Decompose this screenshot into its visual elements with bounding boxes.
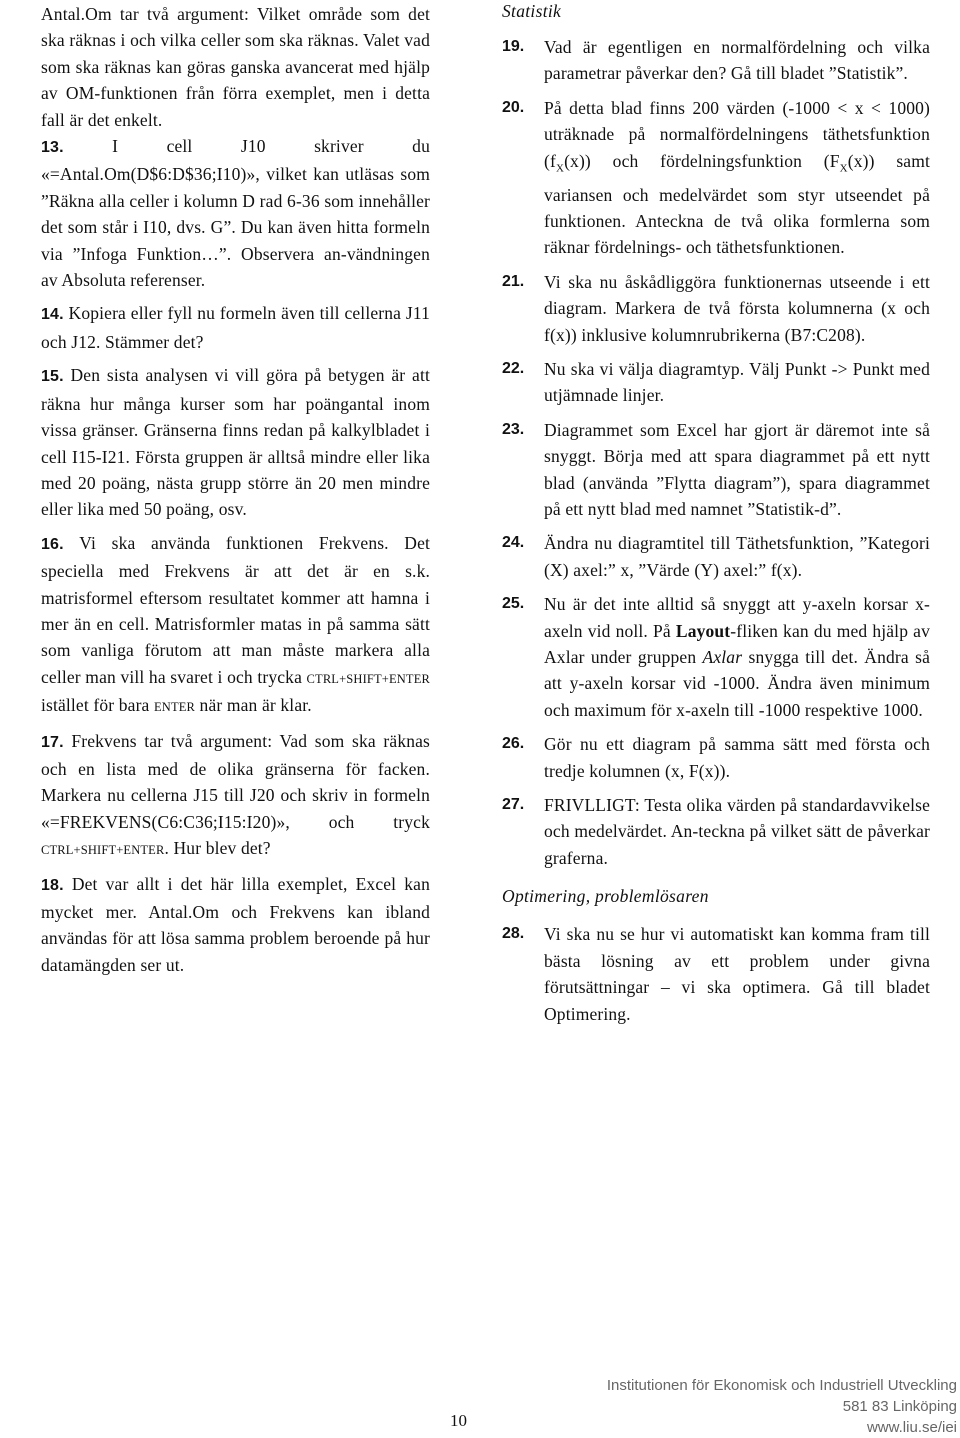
left-column — [41, 0, 430, 978]
item-number: 21. — [502, 272, 525, 290]
page-number: 10 — [450, 1411, 467, 1430]
intro-paragraph: Antal.Om tar två argument: Vilket område som det ska räknas i och vilka celler som ska räknas. Valet vad som ska räknas kan göras ganska avancerat med hjälp av OM-funktionen från förra exemplet, men i detta fall är det enkelt. — [41, 4, 430, 130]
list-item — [502, 417, 930, 523]
list-item — [41, 133, 430, 293]
layout-tab-name: Layout — [675, 620, 731, 641]
list-item — [41, 871, 430, 979]
list-item — [502, 356, 930, 409]
item-text: (x)) samt variansen och medelvärdet som styr utseendet på funktionen. Anteckna de två olika formlerna som räknar fördelnings- och täthetsfunktionen. — [544, 150, 930, 258]
keyboard-shortcut: ENTER — [154, 700, 196, 715]
item-text: Gör nu ett diagram på samma sätt med första och tredje kolumnen (x, F(x)). — [544, 734, 930, 781]
item-text: när man är klar. — [195, 695, 312, 716]
list-item — [502, 591, 930, 723]
section-heading-optimering: Optimering, problemlösaren — [502, 886, 709, 907]
item-text: Ändra nu diagramtitel till Täthetsfunktion, ”Kategori (X) axel:” x, ”Värde (Y) axel:” f(x). — [544, 533, 930, 580]
list-item — [41, 300, 430, 355]
item-number: 22. — [502, 359, 525, 377]
item-text: Kopiera eller fyll nu formeln även till cellerna J11 och J12. Stämmer det? — [41, 303, 430, 352]
list-item — [41, 362, 430, 522]
footer-address: 581 83 Linköping — [842, 1398, 957, 1415]
item-number: 15. — [41, 368, 64, 386]
axlar-group-name: Axlar — [702, 647, 743, 668]
list-item — [502, 792, 930, 871]
subscript: X — [839, 162, 848, 175]
item-text: Diagrammet som Excel har gjort är däremot inte så snyggt. Börja med att spara diagrammet på ett nytt blad (använda ”Flytta diagram”), spara diagrammet på ett nytt blad med namnet ”Statistik-d”. — [544, 419, 930, 519]
section-heading-statistik: Statistik — [502, 1, 562, 21]
item-text: Vi ska använda funktionen Frekvens. Det speciella med Frekvens är att det är en s.k. matrisformel eftersom resultatet kommer att hamna i mer än en cell. Matrisformler matas in på samma sätt som vanliga förutom att man måste markera alla celler man vill ha svaret i och trycka — [41, 532, 431, 687]
item-number: 14. — [41, 306, 64, 324]
item-text: (x)) och fördelningsfunktion (F — [564, 150, 840, 171]
item-text: Nu ska vi välja diagramtyp. Välj Punkt -> Punkt med utjämnade linjer. — [544, 358, 930, 406]
item-text: Vad är egentligen en normalfördelning och vilka parametrar påverkar den? Gå till bladet ”Statistik”. — [544, 37, 930, 84]
item-text: Nu är det inte alltid så snyggt att y-axeln korsar x-axeln vid noll. På — [544, 594, 930, 641]
item-number: 27. — [502, 796, 525, 814]
list-item — [502, 269, 930, 348]
keyboard-shortcut: CTRL+SHIFT+ENTER — [306, 671, 430, 686]
item-number: 24. — [502, 534, 525, 552]
item-text: Den sista analysen vi vill göra på betygen är att räkna hur många kurser som har poängantal inom vissa gränser. Gränserna finns redan på kalkylbladet i cell I15-I21. Första gruppen är alltså mindre eller lika med 20 poäng, nästa grupp större än 20 men mindre eller lika med 50 poäng, osv. — [41, 365, 430, 520]
item-text: Vi ska nu se hur vi automatiskt kan komma fram till bästa lösning av ett problem under givna förutsättningar – vi ska optimera. Gå till bladet Optimering. — [544, 924, 930, 1024]
item-text: snygga till det. Ändra så att y-axeln korsar vid -1000. Ändra även minimum och maximum för x-axeln till -1000 respektive 1000. — [544, 647, 930, 720]
item-text: I cell J10 skriver du «=Antal.Om(D$6:D$36;I10)», vilket kan utläsas som ”Räkna alla celler i kolumn D rad 6-36 som innehåller det som står i I10, dvs. G”. Du kan även hitta formeln via ”Infoga Funktion…”. Observera an-vändningen av Absoluta referenser. — [41, 136, 430, 291]
item-text: FRIVLLIGT: Testa olika värden på standardavvikelse och medelvärdet. An-teckna på vilket sätt de påverkar graferna. — [544, 795, 930, 868]
list-item — [502, 34, 930, 87]
item-text: Frekvens tar två argument: Vad som ska räknas och en lista med de olika gränserna för facken. Markera nu cellerna J15 till J20 och skriv in formeln «=FREKVENS(C6:C36;I15:I20)», och tryck — [41, 730, 431, 832]
list-item — [502, 95, 930, 261]
subscript: X — [555, 162, 565, 175]
item-text: Det var allt i det här lilla exemplet, Excel kan mycket mer. Antal.Om och Frekvens kan ibland användas för att lösa samma problem beroende på hur datamängden ser ut. — [41, 873, 430, 975]
footer-institution: Institutionen för Ekonomisk och Industriell Utveckling — [606, 1377, 957, 1394]
footer-url: www.liu.se/iei — [866, 1419, 957, 1436]
item-number: 13. — [41, 139, 64, 157]
item-text: Vi ska nu åskådliggöra funktionernas utseende i ett diagram. Markera de två första kolumnerna (x och f(x)) inklusive kolumnrubrikerna (B7:C208). — [544, 271, 930, 345]
list-item — [41, 728, 430, 864]
list-item — [41, 530, 430, 721]
item-text: istället för bara — [41, 695, 154, 716]
list-item — [502, 921, 930, 1027]
item-number: 19. — [502, 38, 525, 55]
item-number: 20. — [502, 98, 525, 116]
item-number: 16. — [41, 535, 64, 553]
footer-institution-block — [607, 1375, 957, 1438]
item-number: 18. — [41, 876, 64, 894]
keyboard-shortcut: CTRL+SHIFT+ENTER — [41, 843, 165, 858]
item-text: . Hur blev det? — [164, 838, 271, 859]
list-item — [502, 530, 930, 583]
item-number: 28. — [502, 925, 525, 943]
item-number: 17. — [41, 733, 64, 751]
item-number: 26. — [502, 735, 525, 753]
item-text: -fliken kan du med hjälp av Axlar under gruppen — [544, 620, 930, 668]
item-number: 23. — [502, 420, 525, 438]
item-text: På detta blad finns 200 värden (-1000 < x < 1000) uträknade på normalfördelningens täthetsfunktion (f — [544, 97, 930, 171]
right-column — [502, 0, 930, 1027]
list-item — [502, 731, 930, 784]
item-number: 25. — [502, 595, 525, 613]
